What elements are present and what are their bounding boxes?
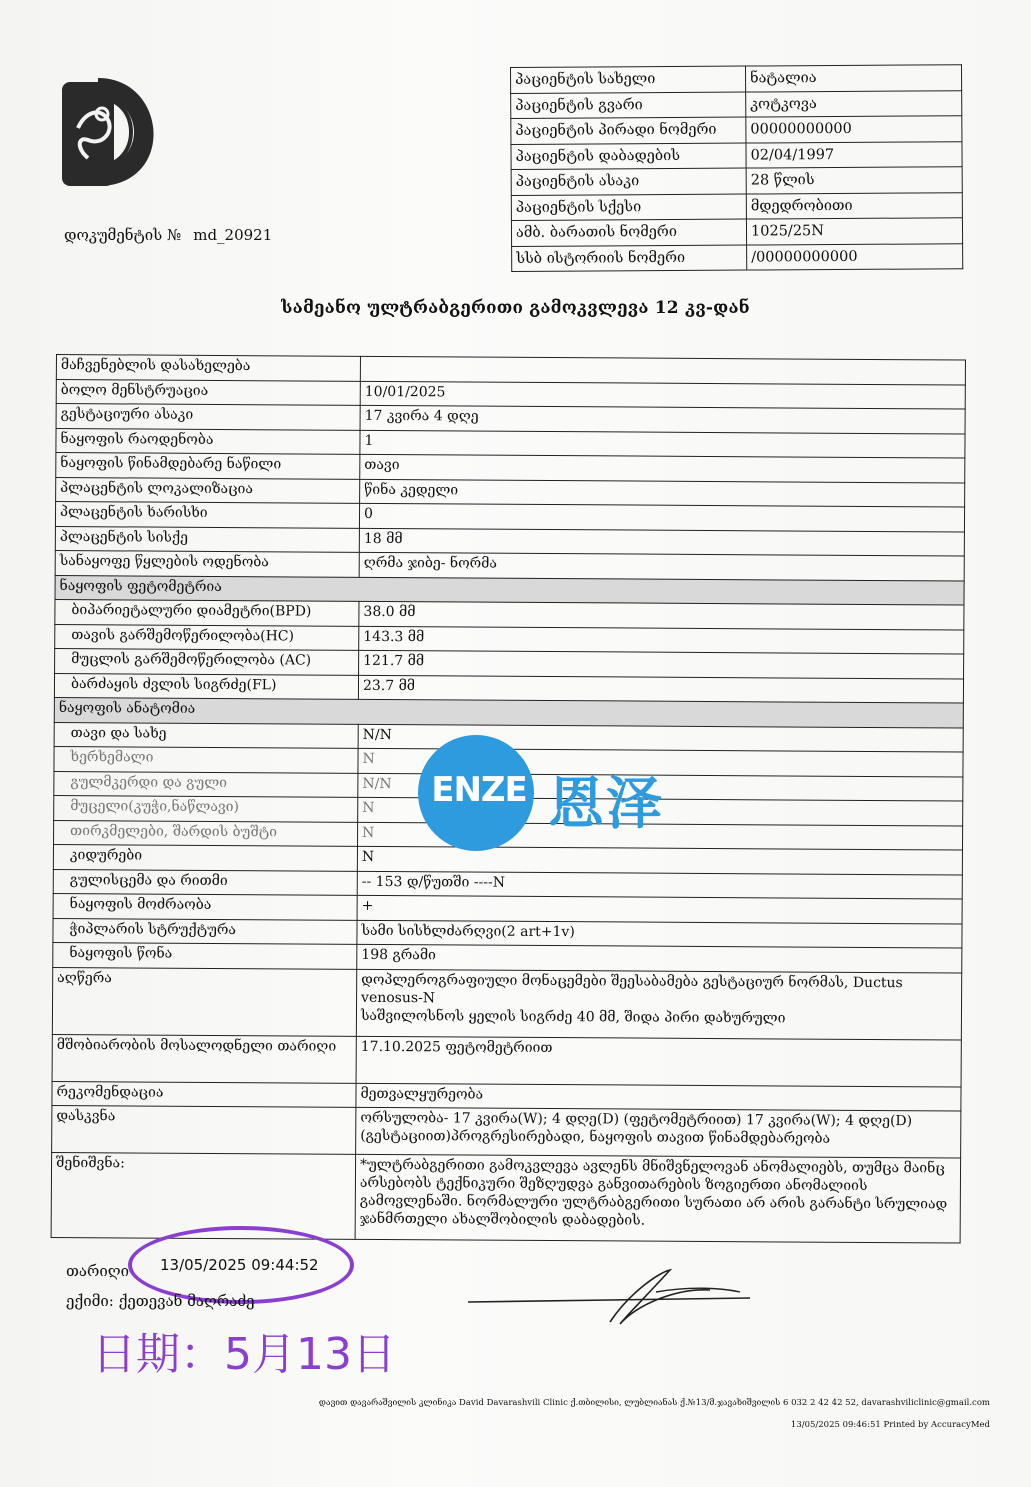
row-label: გულისცემა და რითმი: [53, 869, 357, 895]
row-label: თირკმელები, შარდის ბუშტი: [54, 820, 358, 846]
patient-value: 1025/25N: [746, 218, 962, 245]
row-label: თავი და სახე: [54, 722, 358, 748]
patient-info-table: [510, 64, 963, 272]
row-value: 143.3 მმ: [359, 626, 964, 654]
date-label: თარიღი: [66, 1262, 130, 1280]
footer-clinic-info: დავით დავარაშვილის კლინიკა David Davarashvili Clinic ქ.თბილისი, ლუბლიანას ქ.№13/მ.ჯავახიშვილის 6 032 2 42 42 52, davarashviliclinic@gmail.com: [318, 1398, 990, 1408]
row-value: წინა კედელი: [360, 479, 965, 507]
row-label: ჭიპლარის სტრუქტურა: [53, 918, 357, 944]
patient-value: ნატალია: [745, 65, 961, 92]
patient-label: სსბ ისტორიის ნომერი: [512, 245, 747, 272]
table-row: [511, 116, 962, 144]
section-anatomy: ნაყოფის ანატომია: [54, 697, 963, 727]
patient-label: პაციენტის დაბადების: [511, 143, 746, 170]
row-value: 23.7 მმ: [358, 675, 963, 703]
row-value: N: [357, 846, 962, 874]
row-value: 198 გრამი: [357, 944, 962, 972]
row-label: პლაცენტის ხარისხი: [55, 502, 359, 528]
row-label: მუცლის გარშემოწერილობა (AC): [55, 648, 359, 674]
chinese-date-annotation: 日期：5月13日: [92, 1329, 396, 1380]
patient-label: პაციენტის გვარი: [511, 92, 746, 119]
signature-icon: [460, 1262, 760, 1332]
footer-printed-by: 13/05/2025 09:46:51 Printed by AccuracyMed: [790, 1420, 990, 1430]
watermark-enze: ENZE: [431, 770, 527, 810]
row-label: გესტაციური ასაკი: [56, 404, 360, 430]
doctor-name: ექიმი: ქეთევან მაღრაძე: [66, 1292, 255, 1310]
row-label: ნაყოფის რაოდენობა: [56, 428, 360, 454]
section-fetometry: ნაყოფის ფეტომეტრია: [55, 575, 964, 605]
row-value: N: [358, 797, 963, 825]
row-value: 18 მმ: [359, 528, 964, 556]
row-label: მუცელი(კუჭი,ნაწლავი): [54, 795, 358, 821]
patient-label: პაციენტის სქესი: [511, 194, 746, 221]
row-label: ბიპარიეტალური დიამეტრი(BPD): [55, 599, 359, 625]
row-label: მშობიარობის მოსალოდნელი თარიღი: [52, 1034, 356, 1083]
patient-value: 02/04/1997: [746, 141, 962, 168]
row-value: მეთვალყურეობა: [356, 1083, 961, 1111]
document-number-value: md_20921: [193, 226, 273, 244]
patient-label: ამბ. ბარათის ნომერი: [511, 219, 746, 246]
patient-value: კოტკოვა: [746, 90, 962, 117]
description-text: დოპლეროგრაფიული მონაცემები შეესაბამება გესტაციურ ნორმას, Ductus venosus-N: [361, 971, 903, 1006]
row-label: სანაყოფე წყლების ოდენობა: [55, 550, 359, 576]
patient-value: 00000000000: [746, 116, 962, 143]
row-value: *ულტრაბგერითი გამოკვლევა ავლენს მნიშვნელოვან ანომალიებს, თუმცა მაინც არსებობს ტექნიკური შეზღუდვა განვითარების ზოგიერთი ანომალიის გამოვლენაში. ნორმალური ულტრაბგერითი სურათი არ არის გარანტი სრულიად ჯანმრთელი ახალშობილის დაბადების.: [355, 1154, 961, 1243]
table-row: [52, 967, 961, 1040]
row-value: [360, 356, 965, 384]
table-row: [52, 1105, 961, 1158]
row-value: N/N: [358, 724, 963, 752]
table-row: [51, 1152, 961, 1243]
row-value: ღრმა ჯიბე- ნორმა: [359, 552, 964, 580]
document-number: [64, 226, 284, 244]
document-number-label: დოკუმენტის №: [64, 226, 182, 244]
table-row: [511, 167, 962, 195]
row-value: N/N: [358, 773, 963, 801]
row-label: ბარძაყის ძვლის სიგრძე(FL): [54, 673, 358, 699]
patient-label: პაციენტის პირადი ნომერი: [511, 117, 746, 144]
cervix-text: საშვილოსნოს ყელის სიგრძე 40 მმ, შიდა პირი დახურული: [360, 1007, 786, 1026]
watermark-chinese: 恩泽: [548, 772, 664, 837]
document-title: სამეანო ულტრაბგერითი გამოკვლევა 12 კვ-დან: [281, 298, 750, 318]
row-value: თავი: [360, 454, 965, 482]
table-row: [511, 192, 962, 220]
row-label: ნაყოფის მოძრაობა: [53, 893, 357, 919]
row-value: -- 153 დ/წუთში ----N: [357, 871, 962, 899]
row-label: კიდურები: [53, 844, 357, 870]
row-label: შენიშვნა:: [51, 1152, 356, 1239]
row-label: ნაყოფის წონა: [53, 942, 357, 968]
row-value: +: [357, 895, 962, 923]
row-value: სამი სისხლძარღვი(2 art+1v): [357, 920, 962, 948]
row-label: პლაცენტის სისქე: [55, 526, 359, 552]
table-row: [511, 65, 962, 93]
clinic-logo-icon: [58, 68, 180, 190]
row-value: ორსულობა- 17 კვირა(W); 4 დღე(D) (ფეტომეტრიით) 17 კვირა(W); 4 დღე(D) (გესტაციით)პროგრესირებადი, ნაყოფის თავით წინამდებარეობა: [356, 1107, 961, 1158]
patient-label: პაციენტის სახელი: [511, 66, 746, 93]
row-value: 0: [359, 503, 964, 531]
row-label: ნაყოფის წინამდებარე ნაწილი: [56, 453, 360, 479]
patient-label: პაციენტის ასაკი: [511, 168, 746, 195]
row-value: 17 კვირა 4 დღე: [360, 405, 965, 433]
table-row: [511, 90, 962, 118]
row-value: N: [357, 822, 962, 850]
row-value: 17.10.2025 ფეტომეტრიით: [356, 1036, 961, 1087]
row-label: ბოლო მენსტრუაცია: [56, 379, 360, 405]
table-row: [52, 1034, 961, 1087]
date-value: 13/05/2025 09:44:52: [160, 1256, 319, 1274]
row-label: აღწერა: [52, 967, 356, 1036]
row-value: 38.0 მმ: [359, 601, 964, 629]
row-label: თავის გარშემოწერილობა(HC): [55, 624, 359, 650]
row-value: 10/01/2025: [360, 381, 965, 409]
row-label: პლაცენტის ლოკალიზაცია: [56, 477, 360, 503]
row-label: ხერხემალი: [54, 746, 358, 772]
table-row: [511, 218, 962, 246]
row-value-block: [356, 969, 961, 1040]
row-label: რეკომენდაცია: [52, 1081, 356, 1107]
row-label: მაჩვენებლის დასახელება: [56, 355, 360, 381]
patient-value: 28 წლის: [746, 167, 962, 194]
row-value: 121.7 მმ: [359, 650, 964, 678]
row-label: გულმკერდი და გული: [54, 771, 358, 797]
row-label: დასკვნა: [52, 1105, 356, 1154]
patient-value: მდედრობითი: [746, 192, 962, 219]
row-value: 1: [360, 430, 965, 458]
table-row: [512, 243, 963, 271]
table-row: [511, 141, 962, 169]
patient-value: /00000000000: [747, 243, 963, 270]
row-value: N: [358, 748, 963, 776]
